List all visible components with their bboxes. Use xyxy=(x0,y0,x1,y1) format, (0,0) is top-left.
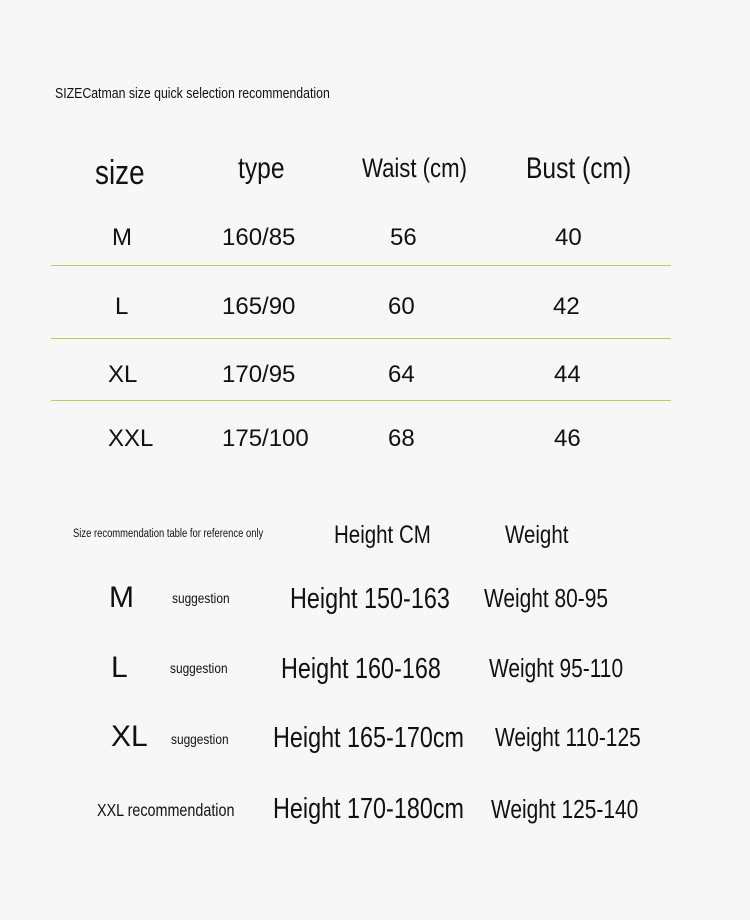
table-cell-waist: 64 xyxy=(388,361,415,388)
table-cell-size: L xyxy=(115,293,129,320)
table-cell-type: 160/85 xyxy=(222,224,296,251)
table-cell-type: 165/90 xyxy=(222,293,296,320)
header-type: type xyxy=(238,152,285,185)
header-size: size xyxy=(95,154,145,192)
table-cell-bust: 44 xyxy=(554,361,581,388)
table-cell-waist: 60 xyxy=(388,293,415,320)
page-title: SIZECatman size quick selection recommendation xyxy=(55,85,330,102)
table-cell-type: 175/100 xyxy=(222,425,309,452)
recommend-weight: Weight 80-95 xyxy=(484,585,608,613)
recommend-tag: suggestion xyxy=(171,731,229,747)
row-divider xyxy=(51,400,671,401)
table-cell-size: M xyxy=(112,224,132,251)
table-cell-bust: 46 xyxy=(554,425,581,452)
recommend-tag: suggestion xyxy=(170,660,228,676)
recommend-height: Height 160-168 xyxy=(281,653,441,685)
row-divider xyxy=(51,338,671,339)
recommend-weight: Weight 125-140 xyxy=(491,796,639,824)
table-cell-size: XL xyxy=(108,361,138,388)
table-cell-waist: 68 xyxy=(388,425,415,452)
recommend-tag: XXL recommendation xyxy=(97,800,235,820)
table-cell-bust: 42 xyxy=(553,293,580,320)
table-cell-type: 170/95 xyxy=(222,361,296,388)
recommend-weight: Weight 95-110 xyxy=(489,655,624,683)
reference-note: Size recommendation table for reference only xyxy=(73,528,264,540)
recommend-height: Height 165-170cm xyxy=(273,722,464,754)
header-bust: Bust (cm) xyxy=(526,152,632,185)
table-cell-bust: 40 xyxy=(555,224,582,251)
recommend-height: Height 170-180cm xyxy=(273,793,464,825)
height-header: Height CM xyxy=(334,521,431,549)
header-waist: Waist (cm) xyxy=(362,153,467,183)
recommend-tag: suggestion xyxy=(172,590,230,606)
weight-header: Weight xyxy=(505,521,569,549)
recommend-height: Height 150-163 xyxy=(290,583,450,615)
recommend-weight: Weight 110-125 xyxy=(495,724,641,752)
recommend-size: XL xyxy=(111,720,148,753)
row-divider xyxy=(51,265,671,266)
recommend-size: L xyxy=(111,651,128,684)
table-cell-waist: 56 xyxy=(390,224,417,251)
table-cell-size: XXL xyxy=(108,425,154,452)
recommend-size: M xyxy=(109,581,134,614)
